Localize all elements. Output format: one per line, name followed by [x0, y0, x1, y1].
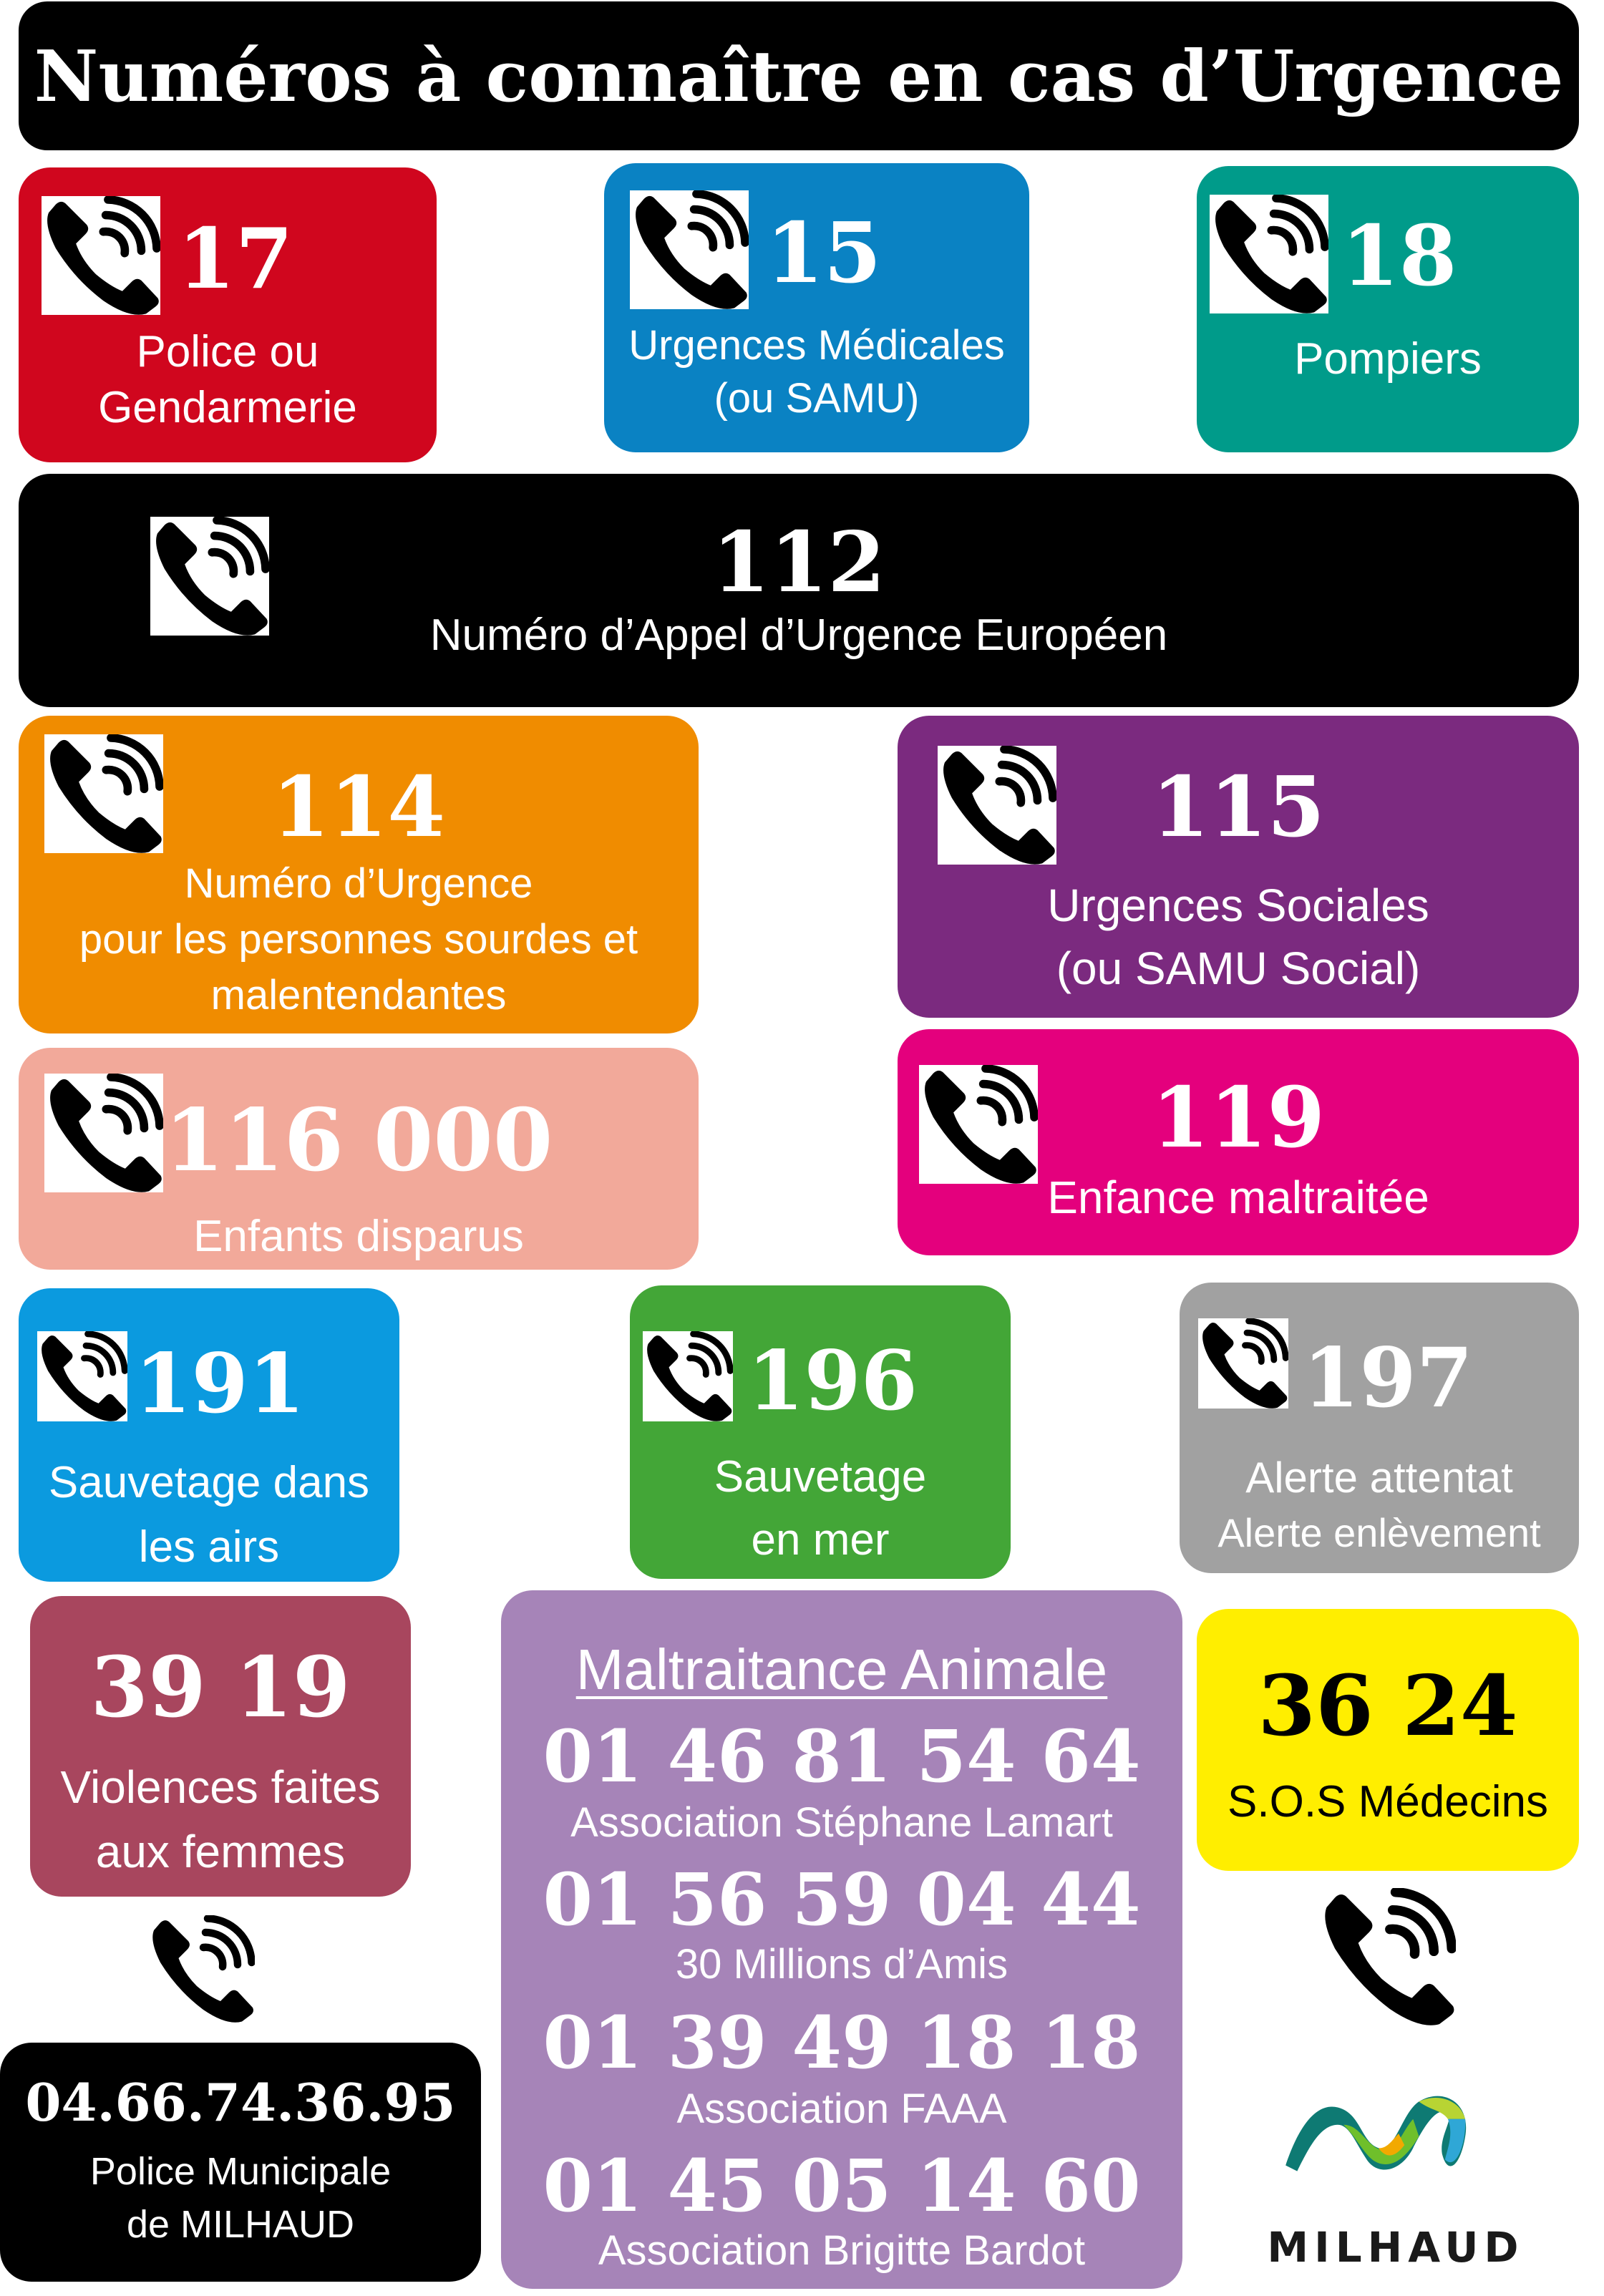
service-label: Police Municipale	[89, 2150, 392, 2193]
card-maltraitance-animale	[501, 1590, 1182, 2289]
card-attentat	[1180, 1283, 1579, 1573]
animal-number: 01 46 81 54 64	[543, 1714, 1141, 1799]
association-name: Association Brigitte Bardot	[598, 2227, 1086, 2274]
service-label: Gendarmerie	[98, 383, 357, 432]
service-label: S.O.S Médecins	[1228, 1777, 1548, 1826]
service-label: Urgences Médicales	[628, 322, 1005, 369]
animal-number: 01 39 49 18 18	[543, 2000, 1141, 2085]
emergency-number: 115	[1151, 759, 1326, 856]
service-label: Alerte enlèvement	[1217, 1510, 1541, 1555]
emergency-number: 15	[766, 205, 882, 302]
animal-number: 01 56 59 04 44	[543, 1857, 1141, 1942]
milhaud-logo-mark	[1274, 2076, 1517, 2197]
emergency-number: 39 19	[90, 1639, 351, 1736]
service-label: (ou SAMU)	[714, 375, 920, 422]
emergency-number: 112	[711, 514, 886, 611]
association-name: 30 Millions d’Amis	[675, 1941, 1008, 1988]
service-label: Pompiers	[1294, 334, 1482, 384]
card-police-municipale	[0, 2043, 481, 2282]
card-pompiers	[1197, 166, 1579, 452]
emergency-number: 116 000	[164, 1090, 553, 1191]
service-label: pour les personnes sourdes et	[79, 916, 638, 963]
phone-icon	[1210, 195, 1328, 313]
service-label: Numéro d’Urgence	[184, 860, 533, 907]
card-police	[19, 167, 437, 462]
section-title: Maltraitance Animale	[575, 1638, 1108, 1701]
logo-text: MILHAUD	[1267, 2223, 1525, 2272]
card-airs	[19, 1288, 399, 1582]
phone-icon	[643, 1331, 733, 1421]
service-label: Alerte attentat	[1245, 1454, 1513, 1502]
emergency-number: 197	[1303, 1330, 1473, 1426]
emergency-number: 04.66.74.36.95	[25, 2072, 456, 2133]
emergency-number: 36 24	[1258, 1658, 1518, 1755]
card-europe	[19, 474, 1579, 707]
animal-number: 01 45 05 14 60	[543, 2144, 1141, 2228]
card-maltraitee	[898, 1029, 1579, 1255]
milhaud-logo	[1245, 2076, 1546, 2283]
service-label: Sauvetage	[714, 1452, 927, 1502]
service-label: de MILHAUD	[126, 2203, 355, 2246]
card-mer	[630, 1285, 1011, 1579]
emergency-number: 119	[1151, 1069, 1326, 1167]
service-label: (ou SAMU Social)	[1056, 943, 1421, 994]
association-name: Association FAAA	[676, 2086, 1007, 2132]
service-label: Enfants disparus	[193, 1212, 524, 1261]
service-label: Police ou	[136, 327, 319, 376]
emergency-number: 191	[135, 1336, 305, 1431]
header-banner	[19, 1, 1579, 150]
phone-icon	[630, 190, 749, 309]
emergency-number: 114	[271, 759, 446, 856]
phone-icon	[1198, 1318, 1288, 1409]
service-label: Violences faites	[60, 1761, 381, 1813]
service-label: Sauvetage dans	[48, 1458, 370, 1507]
card-femmes	[30, 1596, 411, 1897]
service-label: Enfance maltraitée	[1047, 1172, 1429, 1223]
card-samu	[604, 163, 1029, 452]
service-label: malentendantes	[210, 972, 507, 1018]
card-sourds	[19, 716, 699, 1033]
service-label: aux femmes	[95, 1826, 346, 1877]
association-name: Association Stéphane Lamart	[570, 1799, 1113, 1846]
card-social	[898, 716, 1579, 1018]
emergency-number: 18	[1341, 208, 1457, 305]
phone-icon	[42, 196, 160, 315]
phone-icon	[1318, 1888, 1456, 2025]
phone-icon	[147, 1915, 255, 2023]
service-label: les airs	[138, 1522, 280, 1572]
emergency-number: 17	[178, 210, 293, 308]
service-label: Urgences Sociales	[1047, 880, 1429, 931]
emergency-number: 196	[747, 1333, 918, 1429]
service-label: en mer	[751, 1515, 890, 1565]
card-disparus	[19, 1048, 699, 1270]
card-medecins	[1197, 1609, 1579, 1871]
service-label: Numéro d’Appel d’Urgence Européen	[429, 611, 1168, 660]
page-title: Numéros à connaître en cas d’Urgence	[34, 36, 1564, 118]
phone-icon	[37, 1331, 127, 1421]
